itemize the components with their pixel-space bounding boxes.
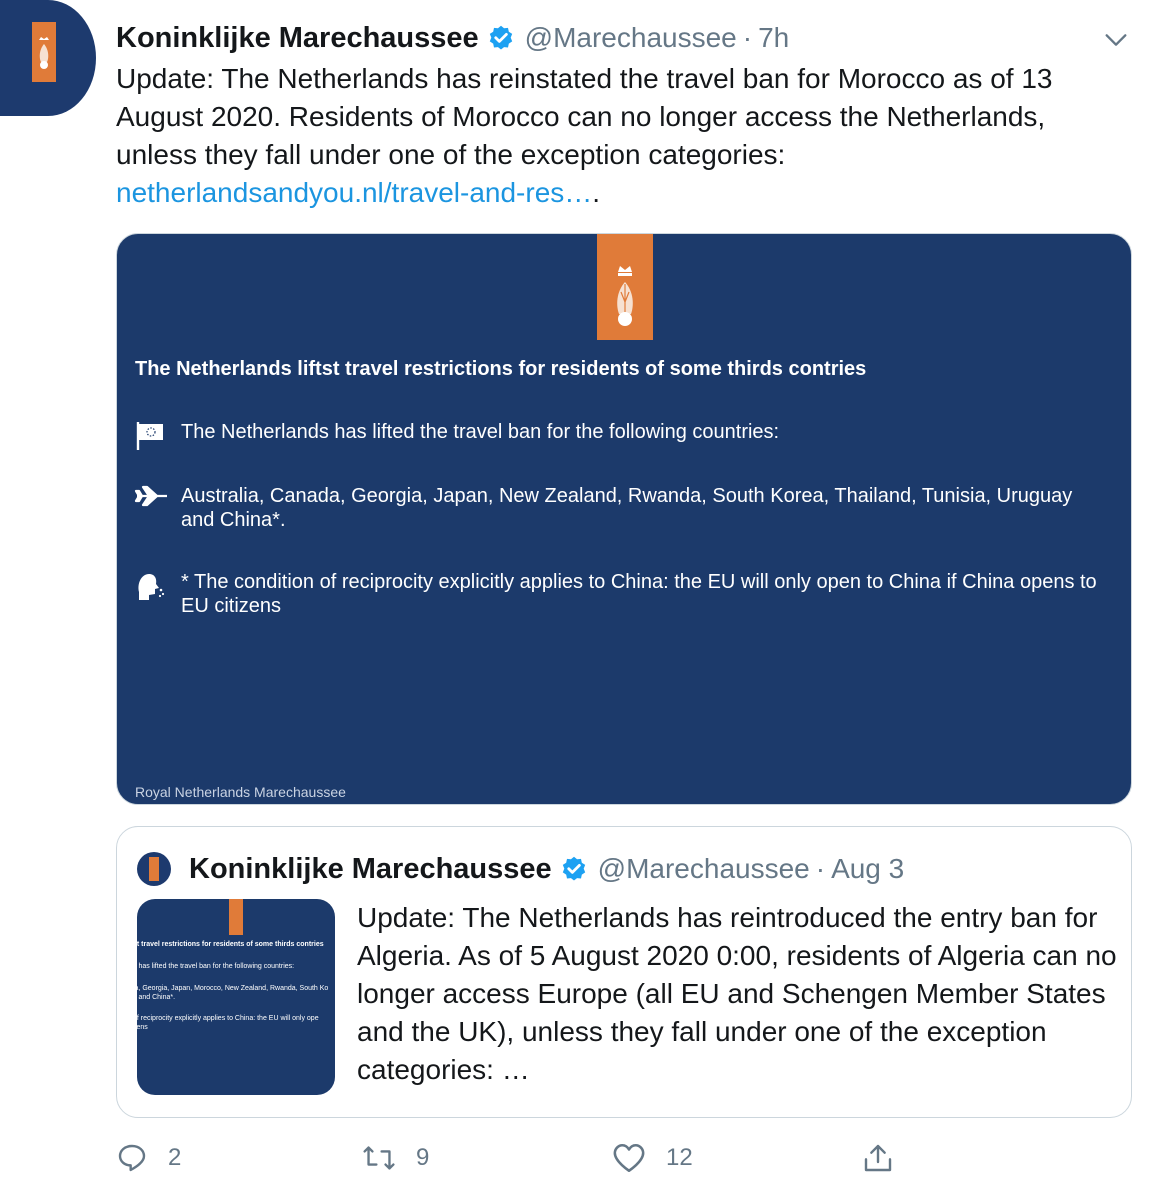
thumbnail-line: s has lifted the travel ban for the following countries: bbox=[133, 963, 295, 970]
quoted-tweet-timestamp[interactable]: Aug 3 bbox=[831, 853, 905, 884]
thumbnail-line: ia, Georgia, Japan, Morocco, New Zealand, Rwanda, South Ko bbox=[133, 985, 329, 992]
verified-badge-icon bbox=[560, 855, 588, 883]
separator-dot: · bbox=[742, 22, 753, 53]
quoted-tweet[interactable] bbox=[116, 826, 1132, 1118]
thumbnail-title: st travel restrictions for residents of some thirds contries bbox=[133, 941, 324, 948]
reply-button[interactable] bbox=[116, 1138, 181, 1178]
quoted-author-avatar[interactable] bbox=[137, 852, 171, 886]
thumbnail-line: zens bbox=[133, 1024, 148, 1031]
grenade-crown-icon bbox=[611, 262, 639, 328]
retweet-icon bbox=[362, 1142, 396, 1174]
airplane-icon bbox=[135, 484, 169, 508]
author-avatar[interactable] bbox=[0, 0, 96, 116]
link-suffix: . bbox=[592, 177, 601, 208]
media-row-reciprocity bbox=[135, 570, 1111, 618]
tweet-media-image[interactable] bbox=[116, 233, 1132, 805]
tweet-link[interactable]: netherlandsandyou.nl/travel-and-res… bbox=[116, 177, 593, 208]
person-cough-icon bbox=[135, 570, 165, 602]
like-button[interactable] bbox=[612, 1138, 693, 1178]
quoted-tweet-thumbnail[interactable] bbox=[133, 899, 335, 1095]
author-name[interactable]: Koninklijke Marechaussee bbox=[116, 21, 479, 54]
quoted-author-handle[interactable]: @Marechaussee bbox=[597, 853, 810, 884]
quoted-tweet-text: Update: The Netherlands has reintroduced the entry ban for Algeria. As of 5 August 2020 0:00, residents of Algeria can no longer access Europe (all EU and Schengen Member States and the UK), unless they fall under one of the exception categories: … bbox=[357, 902, 1117, 1085]
media-row-text: The Netherlands has lifted the travel ban for the following countries: bbox=[181, 421, 780, 443]
grenade-emblem-icon bbox=[36, 36, 52, 70]
quoted-tweet-header bbox=[137, 849, 904, 889]
like-count: 12 bbox=[666, 1144, 693, 1171]
thumbnail-emblem bbox=[229, 899, 243, 935]
share-icon bbox=[862, 1141, 894, 1175]
tweet-text bbox=[116, 60, 1126, 212]
tweet-actions bbox=[116, 1138, 916, 1178]
media-row-lifted bbox=[135, 420, 1111, 458]
tweet-body: Update: The Netherlands has reinstated the travel ban for Morocco as of 13 August 2020. Residents of Morocco can no longer access the Netherlands, unless they fall under one of the exception categories: bbox=[116, 63, 1053, 170]
retweet-button[interactable] bbox=[362, 1138, 429, 1178]
verified-badge-icon bbox=[487, 24, 515, 52]
media-row-text: * The condition of reciprocity explicitly applies to China: the EU will only open to China if China opens to EU citizens bbox=[181, 571, 1097, 617]
separator-dot: · bbox=[815, 853, 826, 884]
share-button[interactable] bbox=[862, 1138, 914, 1178]
reply-icon bbox=[116, 1142, 148, 1174]
quoted-author-name[interactable]: Koninklijke Marechaussee bbox=[189, 852, 552, 885]
author-handle[interactable]: @Marechaussee bbox=[524, 22, 737, 53]
reply-count: 2 bbox=[168, 1144, 182, 1171]
eu-flag-icon bbox=[135, 420, 167, 452]
heart-icon bbox=[612, 1142, 646, 1174]
media-row-text: Australia, Canada, Georgia, Japan, New Zealand, Rwanda, South Korea, Thailand, Tunisia, Uruguay and China*. bbox=[181, 485, 1073, 531]
marechaussee-emblem bbox=[597, 234, 653, 340]
media-title: The Netherlands liftst travel restrictions for residents of some thirds contries bbox=[135, 358, 867, 380]
thumbnail-line: of reciprocity explicitly applies to China: the EU will only ope bbox=[133, 1015, 319, 1022]
media-row-countries bbox=[135, 484, 1111, 532]
tweet-timestamp[interactable]: 7h bbox=[758, 22, 790, 53]
media-footer: Royal Netherlands Marechaussee bbox=[135, 784, 346, 800]
tweet-header bbox=[116, 20, 789, 56]
marechaussee-logo bbox=[32, 22, 56, 82]
retweet-count: 9 bbox=[416, 1144, 430, 1171]
thumbnail-line: y and China*. bbox=[133, 994, 176, 1001]
chevron-down-icon[interactable] bbox=[1102, 26, 1130, 54]
